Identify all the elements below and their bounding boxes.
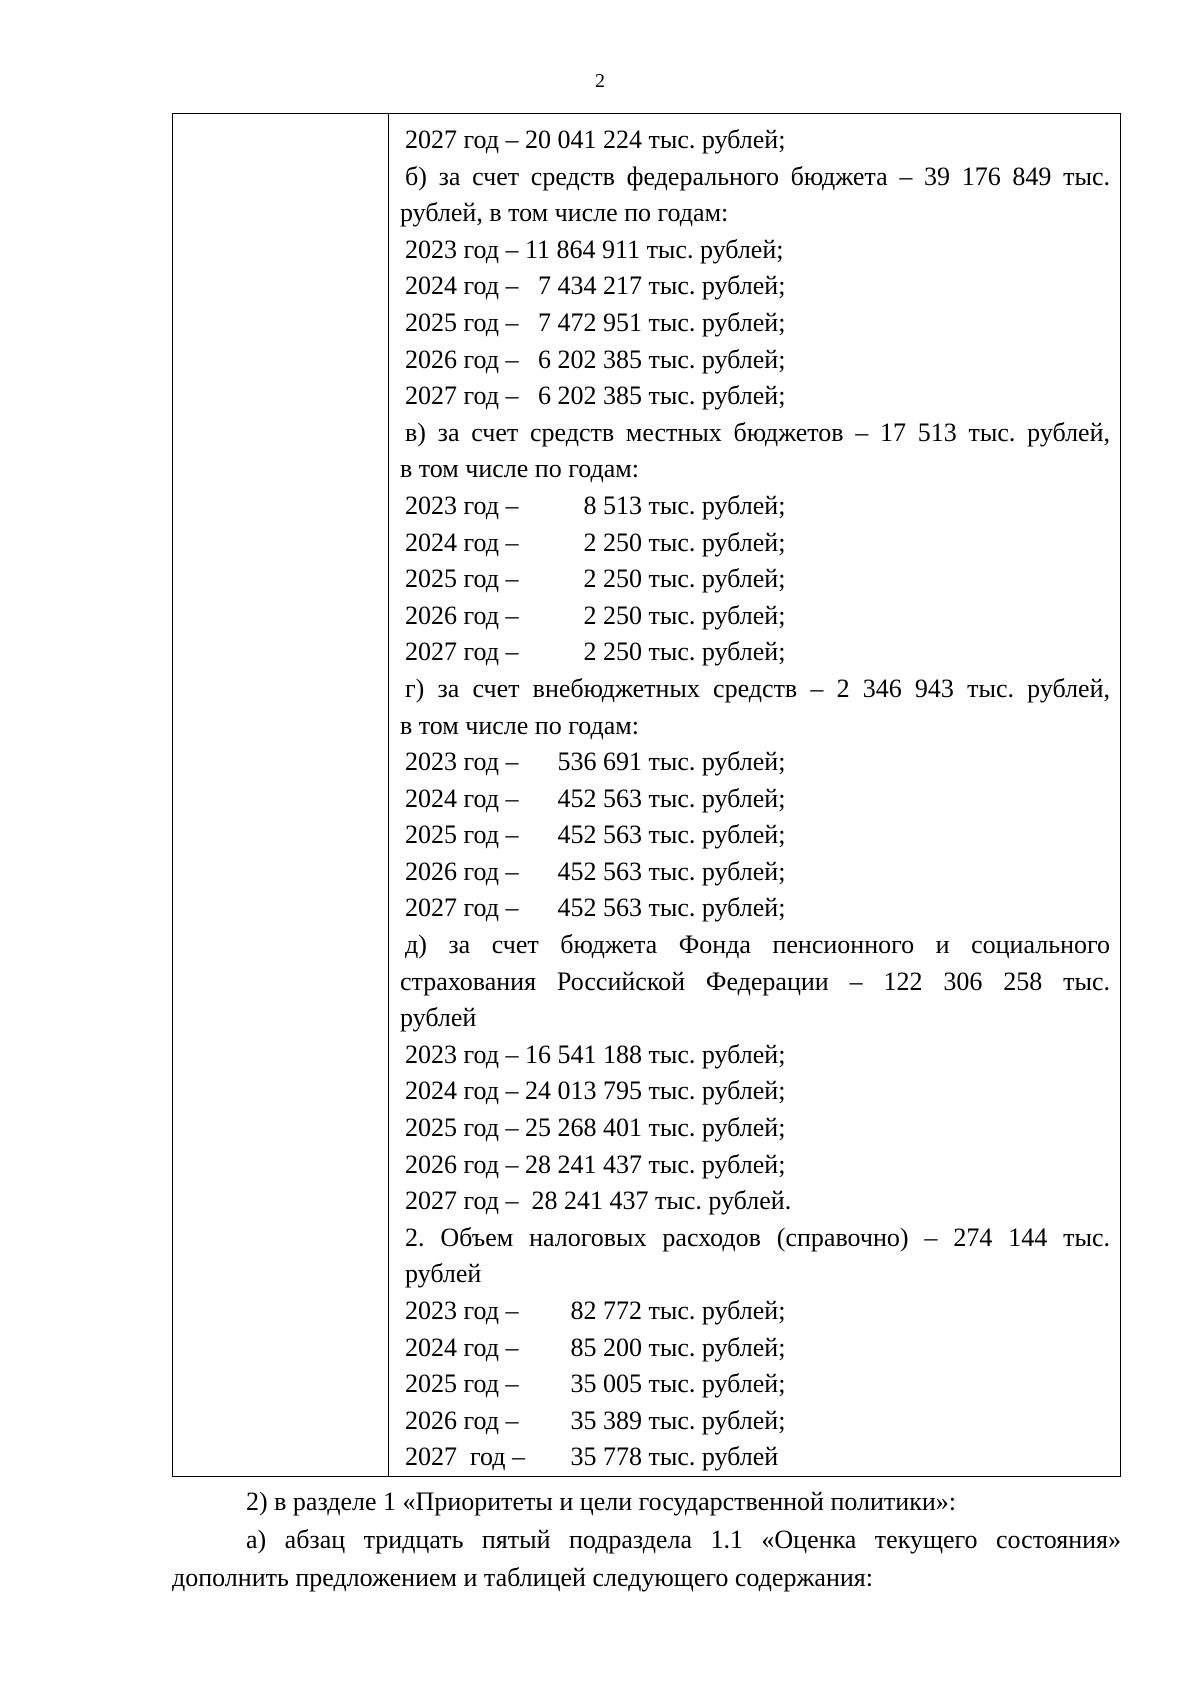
table-line: в) за счет средств местных бюджетов – 17 513 тыс. рублей, — [405, 417, 1110, 447]
table-line: рублей — [400, 1003, 477, 1033]
table-line: в том числе по годам: — [400, 710, 639, 740]
table-left-column — [173, 114, 389, 1476]
body-paragraph-2: а) абзац тридцать пятый подраздела 1.1 «Оценка текущего состояния» — [246, 1525, 1121, 1554]
table-line: 2027 год – 35 778 тыс. рублей — [405, 1442, 779, 1472]
table-line: рублей, в том числе по годам: — [400, 198, 729, 228]
table-line: 2024 год – 2 250 тыс. рублей; — [405, 527, 786, 557]
table-line: 2026 год – 35 389 тыс. рублей; — [405, 1405, 786, 1435]
table-line: страхования Российской Федерации – 122 306 258 тыс. — [400, 966, 1110, 996]
table-line: в том числе по годам: — [400, 454, 639, 484]
table-line: 2025 год – 2 250 тыс. рублей; — [405, 564, 786, 594]
table-right-column — [389, 114, 1120, 1476]
table-line: 2024 год – 7 434 217 тыс. рублей; — [405, 271, 786, 301]
budget-table — [172, 113, 1121, 1477]
table-line: 2025 год – 7 472 951 тыс. рублей; — [405, 307, 786, 337]
table-line: 2027 год – 28 241 437 тыс. рублей. — [405, 1186, 792, 1216]
table-line: б) за счет средств федерального бюджета – 39 176 849 тыс. — [405, 161, 1110, 191]
table-line: 2023 год – 536 691 тыс. рублей; — [405, 747, 786, 777]
table-line: 2025 год – 25 268 401 тыс. рублей; — [405, 1113, 786, 1143]
body-paragraph-3: дополнить предложением и таблицей следующего содержания: — [172, 1563, 873, 1592]
table-line: 2023 год – 8 513 тыс. рублей; — [405, 490, 786, 520]
table-line: 2027 год – 2 250 тыс. рублей; — [405, 637, 786, 667]
table-line: 2023 год – 16 541 188 тыс. рублей; — [405, 1039, 786, 1069]
table-line: рублей — [405, 1259, 482, 1289]
table-line: 2024 год – 452 563 тыс. рублей; — [405, 783, 786, 813]
table-line: 2027 год – 452 563 тыс. рублей; — [405, 893, 786, 923]
body-paragraph-1: 2) в разделе 1 «Приоритеты и цели государственной политики»: — [246, 1487, 956, 1516]
table-line: 2027 год – 6 202 385 тыс. рублей; — [405, 381, 786, 411]
table-line: 2027 год – 20 041 224 тыс. рублей; — [405, 125, 786, 154]
table-line: 2023 год – 11 864 911 тыс. рублей; — [405, 234, 784, 264]
table-line: 2026 год – 6 202 385 тыс. рублей; — [405, 344, 786, 374]
table-line: д) за счет бюджета Фонда пенсионного и социального — [405, 930, 1110, 960]
table-line: 2025 год – 452 563 тыс. рублей; — [405, 820, 786, 850]
table-line: 2026 год – 28 241 437 тыс. рублей; — [405, 1149, 786, 1179]
table-line: 2025 год – 35 005 тыс. рублей; — [405, 1369, 786, 1399]
table-line: 2. Объем налоговых расходов (справочно) – 274 144 тыс. — [405, 1222, 1110, 1252]
page-number: 2 — [595, 70, 605, 92]
table-line: 2026 год – 452 563 тыс. рублей; — [405, 856, 786, 886]
table-line: 2023 год – 82 772 тыс. рублей; — [405, 1296, 786, 1325]
table-line: г) за счет внебюджетных средств – 2 346 943 тыс. рублей, — [405, 673, 1110, 703]
table-line: 2024 год – 85 200 тыс. рублей; — [405, 1332, 786, 1362]
table-line: 2026 год – 2 250 тыс. рублей; — [405, 600, 786, 630]
table-line: 2024 год – 24 013 795 тыс. рублей; — [405, 1076, 786, 1106]
